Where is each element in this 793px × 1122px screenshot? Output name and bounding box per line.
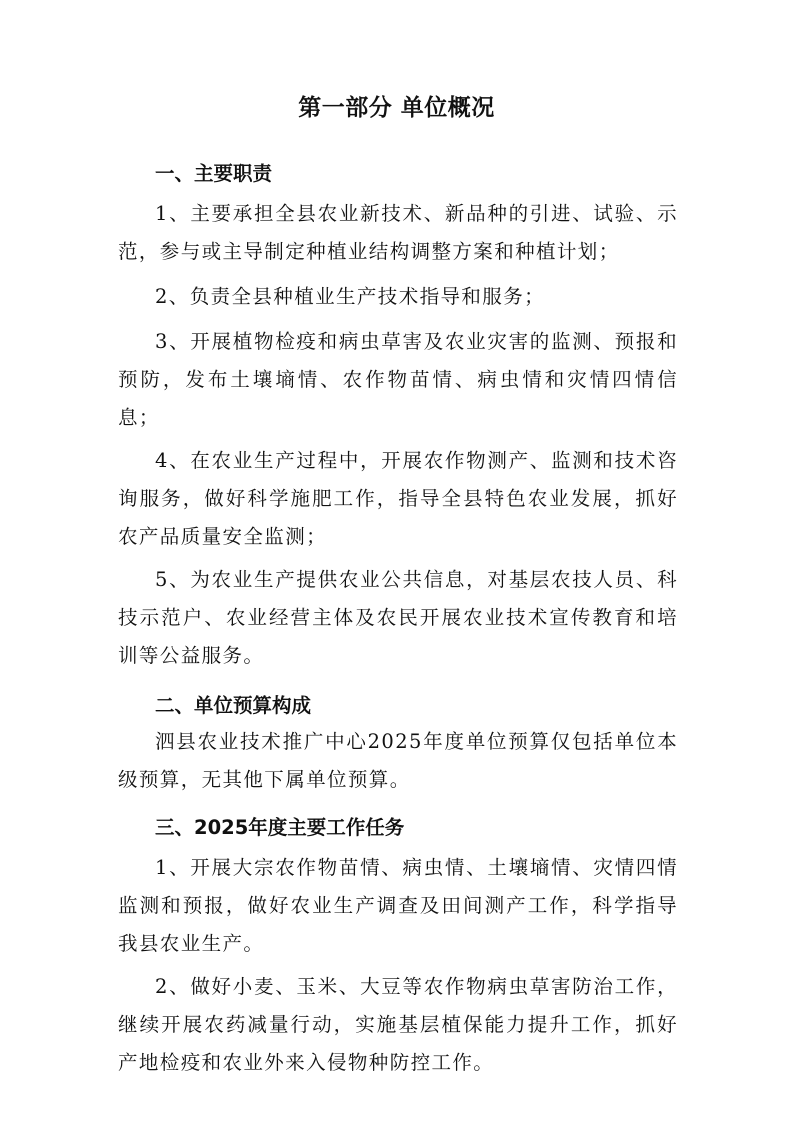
- document-body: [118, 160, 678, 1082]
- section-heading-main-tasks: 三、2025年度主要工作任务: [155, 816, 405, 839]
- section-heading-duties: 一、主要职责: [155, 162, 273, 185]
- duty-paragraph-5: 5、为农业生产提供农业公共信息，对基层农技人员、科技示范户、农业经营主体及农民开展农业技术宣传教育和培训等公益服务。: [118, 568, 678, 667]
- page-title: 第一部分 单位概况: [298, 95, 495, 121]
- duty-paragraph-1: 1、主要承担全县农业新技术、新品种的引进、试验、示范，参与或主导制定种植业结构调整方案和种植计划；: [118, 202, 678, 263]
- section-heading-budget-composition: 二、单位预算构成: [155, 694, 312, 717]
- duty-paragraph-4: 4、在农业生产过程中，开展农作物测产、监测和技术咨询服务，做好科学施肥工作，指导全县特色农业发展，抓好农产品质量安全监测；: [118, 449, 678, 548]
- duty-paragraph-2: 2、负责全县种植业生产技术指导和服务；: [155, 285, 546, 308]
- duty-paragraph-3: 3、开展植物检疫和病虫草害及农业灾害的监测、预报和预防，发布土壤墒情、农作物苗情、病虫情和灾情四情信息；: [118, 330, 678, 429]
- task-paragraph-2: 2、做好小麦、玉米、大豆等农作物病虫草害防治工作，继续开展农药减量行动，实施基层植保能力提升工作，抓好产地检疫和农业外来入侵物种防控工作。: [118, 975, 678, 1074]
- task-paragraph-1: 1、开展大宗农作物苗情、病虫情、土壤墒情、灾情四情监测和预报，做好农业生产调查及田间测产工作，科学指导我县农业生产。: [118, 856, 678, 955]
- budget-composition-paragraph: 泗县农业技术推广中心2025年度单位预算仅包括单位本级预算，无其他下属单位预算。: [118, 730, 678, 791]
